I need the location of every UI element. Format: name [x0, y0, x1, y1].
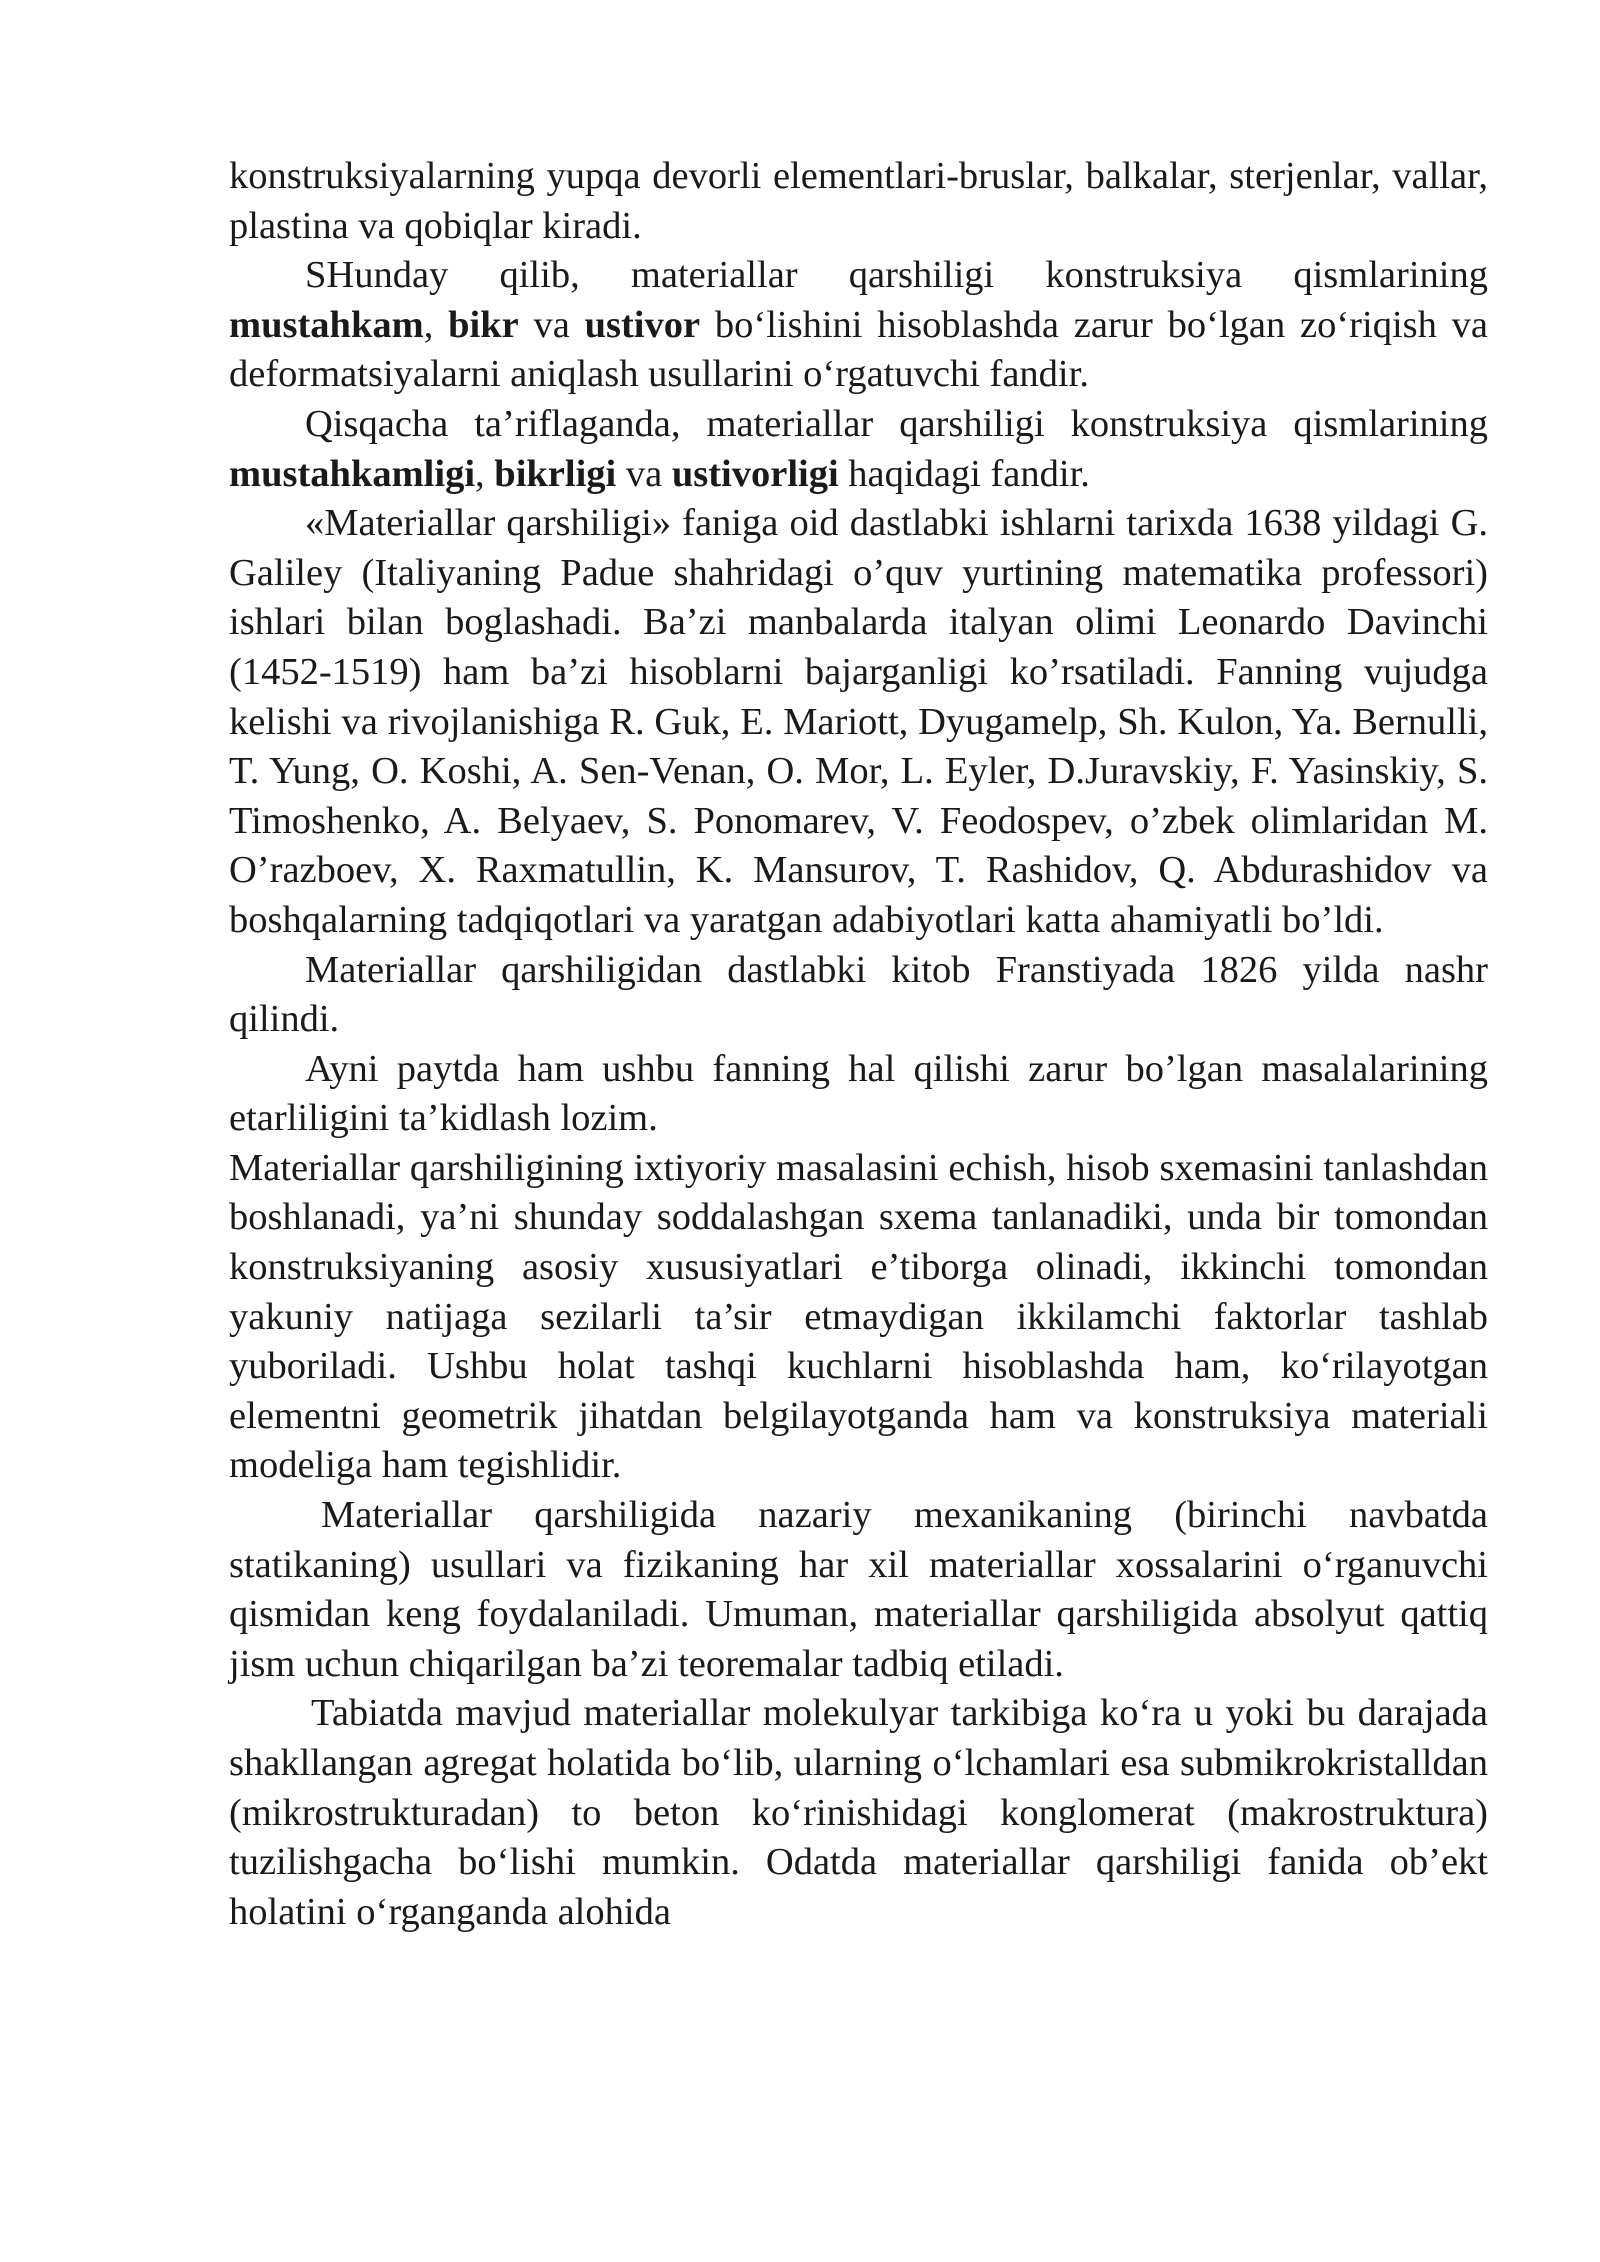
paragraph-2-text-3: va [518, 303, 585, 346]
paragraph-4: «Materiallar qarshiligi» faniga oid dastlabki ishlarni tarixda 1638 yildagi G. Galiley (Italiyaning Padue shahridagi o’quv yurtining matematika professori) ishlari bilan boglashadi. Ba’zi manbalarda italyan olimi Leonardo Davinchi (1452-1519) ham ba’zi hisoblarni bajarganligi ko’rsatiladi. Fanning vujudga kelishi va rivojlanishiga R. Guk, E. Mariott, Dyugamelp, Sh. Kulon, Ya. Bernulli, T. Yung, O. Koshi, A. Sen-Venan, O. Mor, L. Eyler, D.Juravskiy, F. Yasinskiy, S. Timoshenko, A. Belyaev, S. Ponomarev, V. Feodospev, o’zbek olimlaridan M. O’razboev, X. Raxmatullin, K. Mansurov, T. Rashidov, Q. Abdurashidov va boshqalarning tadqiqotlari va yaratgan adabiyotlari katta ahamiyatli bo’ldi. [229, 502, 1488, 941]
paragraph-3-text-4: haqidagi fandir. [838, 452, 1090, 495]
paragraph-8: Materiallar qarshiligida nazariy mexanikaning (birinchi navbatda statikaning) usullari va fizikaning har xil materiallar xossalarini o‘rganuvchi qismidan keng foydalaniladi. Umuman, materiallar qarshiligida absolyut qattiq jism uchun chiqarilgan ba’zi teoremalar tadbiq etiladi. [229, 1494, 1488, 1685]
paragraph-3-text-3: va [616, 452, 672, 495]
bold-term-mustahkam: mustahkam [229, 303, 424, 346]
paragraph-2 [229, 251, 1488, 400]
bold-term-ustivor: ustivor [584, 303, 701, 346]
paragraph-2-text-4: bo‘lishini hisoblashda zarur bo‘lgan zo‘riqish va deformatsiyalarni aniqlash usullarini o‘rgatuvchi fandir. [229, 303, 1488, 396]
bold-term-ustivorligi: ustivorligi [671, 452, 839, 495]
paragraph-2-text-1: SHunday qilib, materiallar qarshiligi konstruksiya qismlarining [305, 254, 1488, 297]
bold-term-bikr: bikr [448, 303, 519, 346]
paragraph-1: konstruksiyalarning yupqa devorli elementlari-bruslar, balkalar, sterjenlar, vallar, plastina va qobiqlar kiradi. [229, 155, 1488, 247]
paragraph-5: Materiallar qarshiligidan dastlabki kitob Franstiyada 1826 yilda nashr qilindi. [229, 948, 1488, 1041]
bold-term-bikrligi: bikrligi [494, 452, 617, 495]
document-page [229, 152, 1488, 1937]
paragraph-3 [229, 400, 1488, 499]
paragraph-2-text-2: , [423, 303, 449, 346]
paragraph-3-text-1: Qisqacha ta’riflaganda, materiallar qarshiligi konstruksiya qismlarining [305, 402, 1488, 445]
paragraph-3-text-2: , [475, 452, 495, 495]
paragraph-9: Tabiatda mavjud materiallar molekulyar tarkibiga ko‘ra u yoki bu darajada shakllangan agregat holatida bo‘lib, ularning o‘lchamlari esa submikrokristalldan (mikrostrukturadan) to beton ko‘rinishidagi konglomerat (makrostruktura) tuzilishgacha bo‘lishi mumkin. Odatda materiallar qarshiligi fanida ob’ekt holatini o‘rganganda alohida [229, 1692, 1488, 1933]
paragraph-6: Ayni paytda ham ushbu fanning hal qilishi zarur bo’lgan masalalarining etarliligini ta’kidlash lozim. [229, 1047, 1488, 1140]
bold-term-mustahkamligi: mustahkamligi [229, 452, 476, 495]
paragraph-7: Materiallar qarshiligining ixtiyoriy masalasini echish, hisob sxemasini tanlashdan boshlanadi, ya’ni shunday soddalashgan sxema tanlanadiki, unda bir tomondan konstruksiyaning asosiy xususiyatlari e’tiborga olinadi, ikkinchi tomondan yakuniy natijaga sezilarli ta’sir etmaydigan ikkilamchi faktorlar tashlab yuboriladi. Ushbu holat tashqi kuchlarni hisoblashda ham, ko‘rilayotgan elementni geometrik jihatdan belgilayotganda ham va konstruksiya materiali modeliga ham tegishlidir. [229, 1146, 1488, 1487]
